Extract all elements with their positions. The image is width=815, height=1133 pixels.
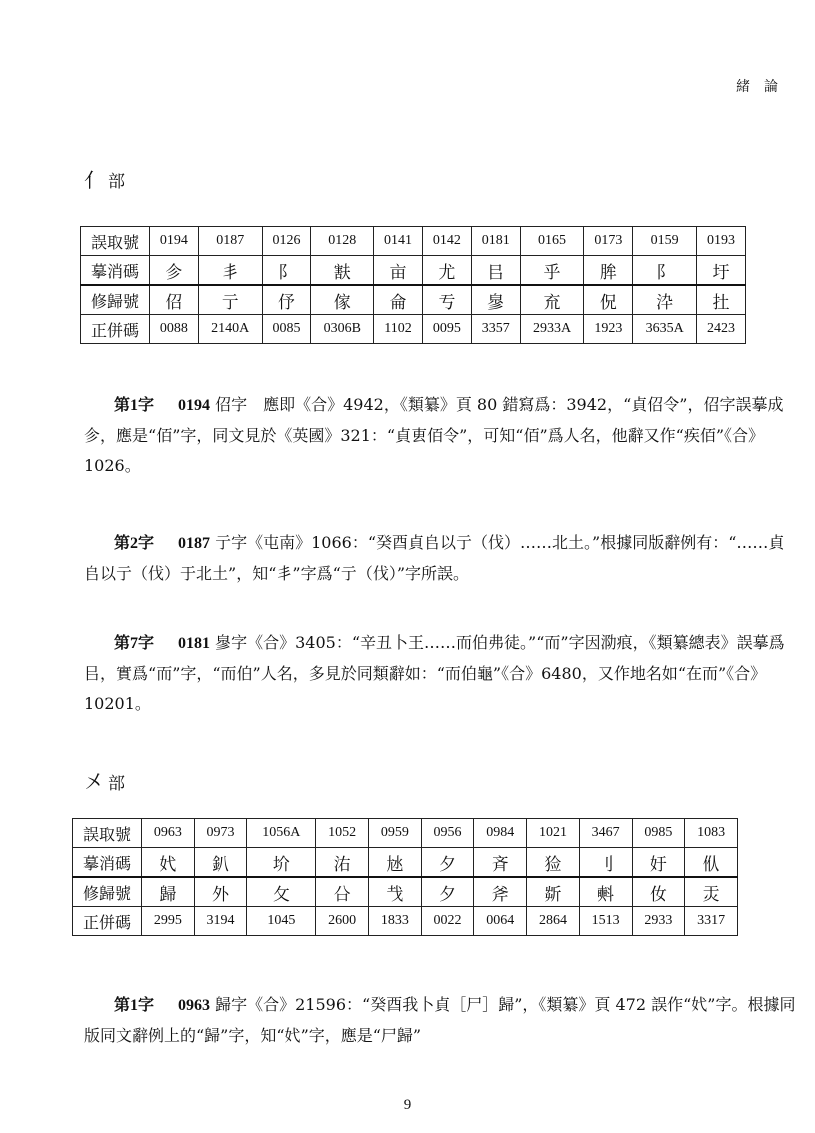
wrong-number-cell: 0956 xyxy=(421,819,474,848)
wrong-number-cell: 0985 xyxy=(632,819,685,848)
note-glyph: 丯 xyxy=(276,564,293,583)
row-label: 修歸號 xyxy=(73,877,142,907)
correct-number-cell: 0306B xyxy=(311,315,374,344)
correct-number-cell: 1513 xyxy=(579,907,632,936)
note-glyph: 歸 xyxy=(215,995,232,1014)
wrong-glyph-cell: 㚥 xyxy=(632,848,685,878)
correct-glyph-cell: 㳃 xyxy=(633,285,697,315)
row-label: 修歸號 xyxy=(81,285,150,315)
row-label: 誤取號 xyxy=(81,227,150,256)
correct-number-cell: 2864 xyxy=(527,907,580,936)
correct-number-cell: 2995 xyxy=(142,907,195,936)
note-glyph: 㐱 xyxy=(84,426,101,445)
correct-glyph-cell: 攵 xyxy=(247,877,316,907)
correct-number-cell: 2423 xyxy=(697,315,746,344)
note-text: ”字，應是“尸歸” xyxy=(300,1026,422,1045)
wrong-glyph-cell: 尤 xyxy=(422,256,471,286)
note-number: 0963 xyxy=(178,997,211,1014)
wrong-glyph-cell: 㐱 xyxy=(150,256,199,286)
correct-glyph-cell: 歸 xyxy=(142,877,195,907)
wrong-number-cell: 0194 xyxy=(150,227,199,256)
correct-number-cell: 3194 xyxy=(194,907,247,936)
note-text: （伐）于北土”，知“ xyxy=(132,564,277,583)
wrong-glyph-cell: 亩 xyxy=(374,256,423,286)
note-glyph: 亍 xyxy=(215,533,232,552)
wrong-number-cell: 0984 xyxy=(474,819,527,848)
row-label: 正併碼 xyxy=(81,315,150,344)
note-text: （伐）”字所誤。 xyxy=(356,564,469,583)
note-number: 0194 xyxy=(178,397,211,414)
wrong-glyph-cell: 㐺 xyxy=(685,848,738,878)
correct-glyph-cell: 夕 xyxy=(421,877,474,907)
wrong-glyph-cell: 㚤 xyxy=(142,848,195,878)
note-text: 令”， xyxy=(663,395,704,414)
correct-number-cell: 2933 xyxy=(632,907,685,936)
correct-glyph-cell: 㪺 xyxy=(579,877,632,907)
wrong-number-cell: 0181 xyxy=(471,227,520,256)
wrong-glyph-cell: 猃 xyxy=(527,848,580,878)
correct-glyph-cell: 扗 xyxy=(697,285,746,315)
page-number: 9 xyxy=(403,1097,412,1113)
correct-glyph-cell: 伃 xyxy=(262,285,311,315)
correct-glyph-cell: 㚢 xyxy=(632,877,685,907)
wrong-glyph-cell: 䏬 xyxy=(584,256,633,286)
correct-number-cell: 3357 xyxy=(471,315,520,344)
correct-glyph-cell: 㶣 xyxy=(685,877,738,907)
note-text: ，實爲“而”字，“而伯”人名，多見於同類辭如：“而伯龜”《合》6480，又作地名如“在而”《合》10201。 xyxy=(84,664,767,713)
note-glyph: 㚤 xyxy=(691,995,708,1014)
wrong-glyph-cell: 㝬 xyxy=(311,256,374,286)
correct-glyph-cell: 侖 xyxy=(374,285,423,315)
note-text: ”字爲“ xyxy=(292,564,341,583)
section-label: 部 xyxy=(108,774,125,794)
correct-glyph-cell: 亐 xyxy=(422,285,471,315)
wrong-number-cell: 0141 xyxy=(374,227,423,256)
note-paragraph xyxy=(84,990,796,1051)
row-label: 正併碼 xyxy=(73,907,142,936)
correct-glyph-cell: 㐬 xyxy=(520,285,584,315)
note-text: 字誤摹成 xyxy=(719,395,784,414)
wrong-glyph-cell: 斉 xyxy=(474,848,527,878)
correct-number-cell: 0064 xyxy=(474,907,527,936)
wrong-number-cell: 0159 xyxy=(633,227,697,256)
note-text: 字《合》3405：“辛丑卜王……而伯弗徒。”“而”字因泐痕，《類纂總表》誤摹爲 xyxy=(231,633,785,652)
correct-glyph-cell: 㪿 xyxy=(527,877,580,907)
wrong-glyph-cell: 丯 xyxy=(198,256,262,286)
correct-glyph-cell: 𢦏 xyxy=(368,877,421,907)
correction-table-1 xyxy=(80,226,746,344)
note-paragraph xyxy=(84,628,796,719)
correct-number-cell: 1923 xyxy=(584,315,633,344)
correction-table-2 xyxy=(72,818,738,936)
wrong-number-cell: 1083 xyxy=(685,819,738,848)
note-glyph: 亍 xyxy=(456,533,473,552)
wrong-number-cell: 0963 xyxy=(142,819,195,848)
correct-glyph-cell: 斧 xyxy=(474,877,527,907)
correct-number-cell: 3635A xyxy=(633,315,697,344)
wrong-glyph-cell: 圿 xyxy=(247,848,316,878)
note-lead: 第1字 xyxy=(114,997,155,1014)
correct-glyph-cell: 㑆 xyxy=(584,285,633,315)
wrong-glyph-cell: 釟 xyxy=(194,848,247,878)
radical-glyph: 亻 xyxy=(84,168,104,192)
section-heading-1 xyxy=(84,164,125,193)
wrong-number-cell: 0959 xyxy=(368,819,421,848)
note-glyph: 亍 xyxy=(340,564,357,583)
correct-glyph-cell: 㣎 xyxy=(471,285,520,315)
radical-glyph: 㐅 xyxy=(84,770,104,794)
correct-glyph-cell: 㕣 xyxy=(316,877,369,907)
correct-number-cell: 2933A xyxy=(520,315,584,344)
section-heading-2 xyxy=(84,766,125,795)
note-lead: 第1字 xyxy=(114,397,155,414)
wrong-number-cell: 0165 xyxy=(520,227,584,256)
note-glyph: 㠯 xyxy=(84,664,101,683)
correct-number-cell: 2140A xyxy=(198,315,262,344)
wrong-glyph-cell: 夕 xyxy=(421,848,474,878)
note-lead: 第2字 xyxy=(114,535,155,552)
wrong-glyph-cell: 阝 xyxy=(262,256,311,286)
wrong-glyph-cell: 㳓 xyxy=(316,848,369,878)
note-text: ”字。根據同版同文辭例上的“歸”字，知“ xyxy=(84,995,796,1045)
note-glyph: 亍 xyxy=(116,564,133,583)
note-text: ，應是“佰”字，同文見於《英國》321：“貞叀佰令”，可知“佰”爲人名，他辭又作“疾佰”《合》1026。 xyxy=(84,426,764,475)
wrong-number-cell: 0193 xyxy=(697,227,746,256)
wrong-glyph-cell: 乎 xyxy=(520,256,584,286)
note-glyph: 㚤 xyxy=(284,1026,301,1045)
note-paragraph xyxy=(84,528,796,589)
note-text: 字 應即《合》4942，《類纂》頁 80 錯寫爲：3942，“貞 xyxy=(231,395,648,414)
note-text: 字《屯南》1066：“癸酉貞𠂤以 xyxy=(231,533,457,552)
correct-number-cell: 0095 xyxy=(422,315,471,344)
wrong-number-cell: 0128 xyxy=(311,227,374,256)
note-number: 0187 xyxy=(178,535,211,552)
correct-number-cell: 0088 xyxy=(150,315,199,344)
wrong-glyph-cell: 阝 xyxy=(633,256,697,286)
wrong-number-cell: 3467 xyxy=(579,819,632,848)
wrong-glyph-cell: 圩 xyxy=(697,256,746,286)
correct-glyph-cell: 亍 xyxy=(198,285,262,315)
note-number: 0181 xyxy=(178,635,211,652)
wrong-number-cell: 1021 xyxy=(527,819,580,848)
note-glyph: 佋 xyxy=(215,395,232,414)
correct-number-cell: 2600 xyxy=(316,907,369,936)
note-lead: 第7字 xyxy=(114,635,155,652)
correct-glyph-cell: 外 xyxy=(194,877,247,907)
correct-number-cell: 0085 xyxy=(262,315,311,344)
wrong-number-cell: 0142 xyxy=(422,227,471,256)
wrong-glyph-cell: 㠯 xyxy=(471,256,520,286)
wrong-number-cell: 0126 xyxy=(262,227,311,256)
note-glyph: 佋 xyxy=(703,395,720,414)
wrong-number-cell: 0973 xyxy=(194,819,247,848)
wrong-glyph-cell: 刂 xyxy=(579,848,632,878)
correct-number-cell: 3317 xyxy=(685,907,738,936)
section-label: 部 xyxy=(108,172,125,192)
note-glyph: 㣎 xyxy=(215,633,232,652)
wrong-number-cell: 1056A xyxy=(247,819,316,848)
wrong-number-cell: 1052 xyxy=(316,819,369,848)
correct-glyph-cell: 佋 xyxy=(150,285,199,315)
note-paragraph xyxy=(84,390,796,481)
note-text: （伐）……北土。”根據同版辭例有：“……貞𠂤以 xyxy=(84,533,785,583)
correct-number-cell: 1833 xyxy=(368,907,421,936)
correct-glyph-cell: 傢 xyxy=(311,285,374,315)
wrong-number-cell: 0173 xyxy=(584,227,633,256)
row-label: 摹消碼 xyxy=(81,256,150,286)
correct-number-cell: 1102 xyxy=(374,315,423,344)
row-label: 誤取號 xyxy=(73,819,142,848)
wrong-number-cell: 0187 xyxy=(198,227,262,256)
note-glyph: 佋 xyxy=(647,395,664,414)
correct-number-cell: 0022 xyxy=(421,907,474,936)
note-text: 字《合》21596：“癸酉我卜貞［尸］歸”，《類纂》頁 472 誤作“ xyxy=(231,995,692,1014)
wrong-glyph-cell: 㝽 xyxy=(368,848,421,878)
running-head: 緒論 xyxy=(736,79,792,95)
row-label: 摹消碼 xyxy=(73,848,142,878)
correct-number-cell: 1045 xyxy=(247,907,316,936)
